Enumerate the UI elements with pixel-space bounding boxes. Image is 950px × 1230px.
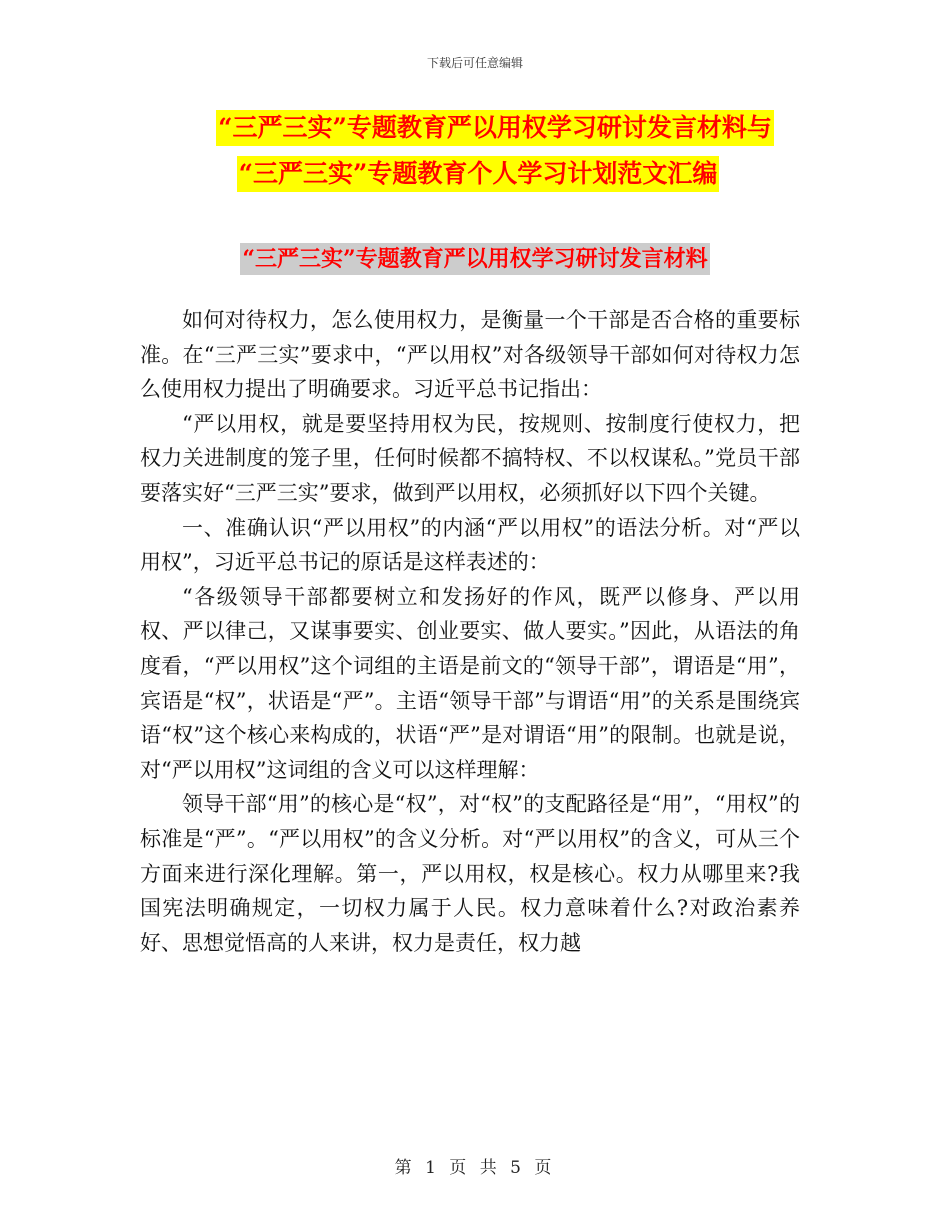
title-line-1: “三严三实”专题教育严以用权学习研讨发言材料与	[216, 110, 774, 146]
page-footer: 第 1 页 共 5 页	[394, 1158, 556, 1178]
section-title-text: “三严三实”专题教育严以用权学习研讨发言材料	[240, 243, 709, 275]
paragraph: 领导干部“用”的核心是“权”，对“权”的支配路径是“用”，“用权”的标准是“严”。“严以用权”的含义分析。对“严以用权”的含义，可从三个方面来进行深化理解。第一，严以用权，权是核心。权力从哪里来?我国宪法明确规定，一切权力属于人民。权力意味着什么?对政治素养好、思想觉悟高的人来讲，权力是责任，权力越	[140, 792, 800, 955]
section-title	[0, 243, 950, 275]
header-note: 下载后可任意编辑	[426, 56, 523, 70]
paragraph: 如何对待权力，怎么使用权力，是衡量一个干部是否合格的重要标准。在“三严三实”要求中，“严以用权”对各级领导干部如何对待权力怎么使用权力提出了明确要求。习近平总书记指出：	[140, 308, 800, 402]
document-title	[0, 110, 950, 192]
paragraph: “严以用权，就是要坚持用权为民，按规则、按制度行使权力，把权力关进制度的笼子里，任何时候都不搞特权、不以权谋私。”党员干部要落实好“三严三实”要求，做到严以用权，必须抓好以下四个关键。	[140, 411, 800, 505]
body-text	[140, 303, 800, 960]
paragraph: 一、准确认识“严以用权”的内涵“严以用权”的语法分析。对“严以用权”，习近平总书记的原话是这样表述的：	[140, 515, 800, 575]
title-line-2: “三严三实”专题教育个人学习计划范文汇编	[237, 156, 720, 192]
paragraph: “各级领导干部都要树立和发扬好的作风，既严以修身、严以用权、严以律己，又谋事要实、创业要实、做人要实。”因此，从语法的角度看，“严以用权”这个词组的主语是前文的“领导干部”，谓语是“用”，宾语是“权”，状语是“严”。主语“领导干部”与谓语“用”的关系是围绕宾语“权”这个核心来构成的，状语“严”是对谓语“用”的限制。也就是说，对“严以用权”这词组的含义可以这样理解：	[140, 584, 800, 782]
